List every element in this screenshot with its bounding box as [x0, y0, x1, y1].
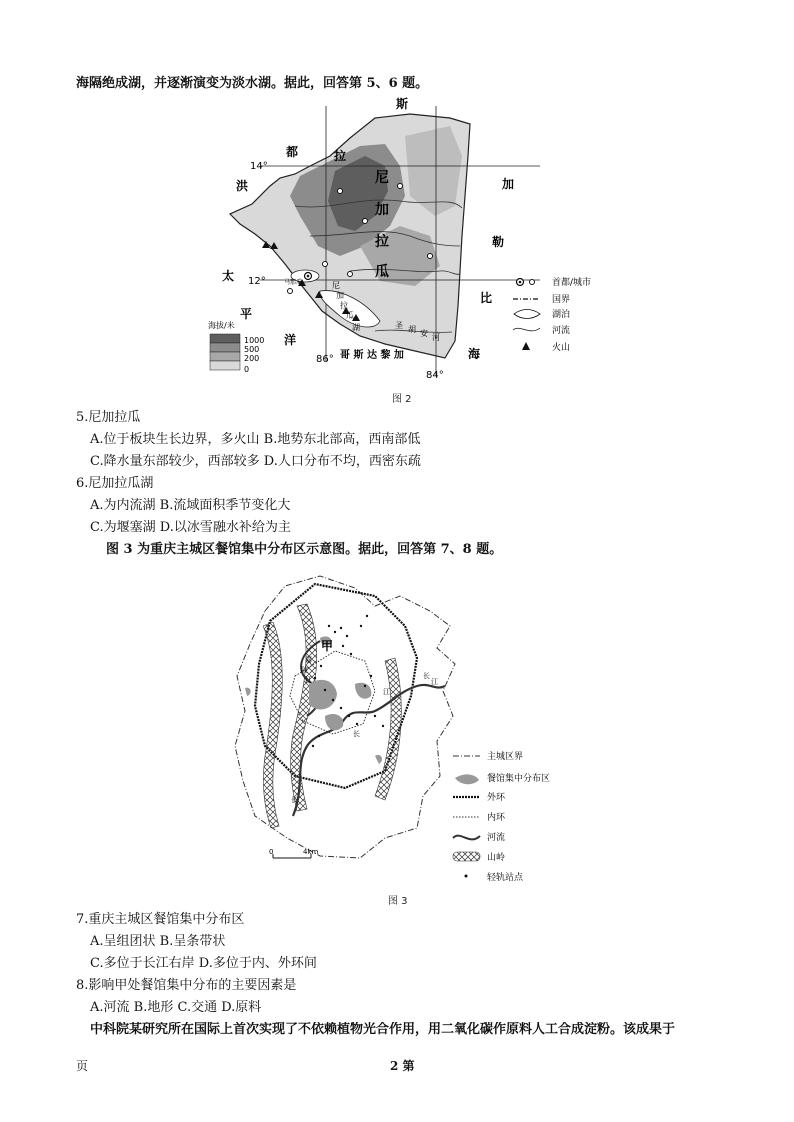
footer-left: 页: [76, 1059, 89, 1073]
svg-text:200: 200: [244, 354, 260, 363]
q6-stem: 6.尼加拉瓜湖: [76, 476, 154, 491]
figure-2-map: [200, 96, 600, 386]
figure-3-caption: 图 3: [388, 896, 408, 907]
q5-options-ab: A.位于板块生长边界，多火山 B.地势东北部高，西南部低: [90, 432, 421, 447]
svg-text:国界: 国界: [552, 295, 571, 305]
figure-3-intro: 图 3 为重庆主城区餐馆集中分布区示意图。据此，回答第 7、8 题。: [106, 542, 503, 557]
svg-text:瓜: 瓜: [346, 311, 354, 320]
svg-text:尼: 尼: [375, 170, 389, 186]
svg-text:84°: 84°: [426, 370, 444, 381]
svg-text:首都/城市: 首都/城市: [552, 278, 592, 288]
intro-text: 海隔绝成湖，并逐渐演变为淡水湖。据此，回答第 5、6 题。: [76, 76, 429, 91]
svg-text:太: 太: [222, 269, 235, 283]
svg-text:长: 长: [353, 730, 360, 738]
svg-text:江: 江: [431, 678, 438, 686]
svg-text:尼: 尼: [332, 281, 340, 290]
jia-label: 甲: [321, 639, 334, 653]
q8-options: A.河流 B.地形 C.交通 D.原料: [90, 1000, 262, 1015]
q8-stem: 8.影响甲处餐馆集中分布的主要因素是: [76, 978, 297, 993]
svg-text:河流: 河流: [552, 326, 571, 336]
q6-options-ab: A.为内流湖 B.流域面积季节变化大: [90, 498, 291, 513]
svg-text:主城区界: 主城区界: [487, 752, 524, 762]
svg-text:江: 江: [383, 688, 390, 696]
figure-2-caption: 图 2: [392, 394, 412, 405]
svg-text:山岭: 山岭: [487, 853, 506, 863]
svg-text:圣: 圣: [395, 321, 403, 330]
svg-text:河流: 河流: [487, 833, 506, 843]
svg-text:海拔/米: 海拔/米: [208, 321, 235, 330]
figure-3-map: [225, 566, 595, 886]
svg-text:12°: 12°: [248, 276, 266, 287]
svg-text:500: 500: [244, 345, 260, 354]
svg-text:都: 都: [286, 145, 299, 159]
svg-text:长: 长: [423, 672, 430, 680]
svg-text:拉: 拉: [340, 301, 348, 310]
svg-text:嘉: 嘉: [305, 656, 312, 664]
svg-text:1000: 1000: [244, 336, 265, 345]
q7-stem: 7.重庆主城区餐馆集中分布区: [76, 912, 245, 927]
svg-text:河: 河: [432, 333, 440, 342]
svg-text:火山: 火山: [552, 343, 571, 353]
svg-text:加: 加: [375, 202, 389, 218]
svg-text:加: 加: [502, 177, 515, 191]
svg-text:洋: 洋: [284, 333, 297, 347]
svg-text:洪: 洪: [236, 179, 249, 193]
svg-text:陵: 陵: [301, 666, 308, 674]
svg-text:安: 安: [420, 329, 428, 338]
svg-text:海: 海: [468, 347, 481, 361]
svg-text:加: 加: [336, 291, 344, 300]
svg-text:江: 江: [305, 676, 312, 684]
svg-text:马那瓜: 马那瓜: [284, 279, 303, 286]
ridge-west: [263, 622, 282, 828]
svg-text:勒: 勒: [492, 235, 505, 249]
svg-text:拉: 拉: [334, 149, 347, 163]
q5-stem: 5.尼加拉瓜: [76, 410, 141, 425]
q7-options-cd: C.多位于长江右岸 D.多位于内、外环间: [90, 956, 317, 971]
q5-options-cd: C.降水量东部较少，西部较多 D.人口分布不均，西密东疏: [90, 454, 421, 469]
svg-text:比: 比: [480, 291, 493, 305]
svg-text:外环: 外环: [487, 793, 506, 803]
svg-text:14°: 14°: [250, 161, 268, 172]
svg-text:0: 0: [269, 848, 274, 856]
svg-text:轻轨站点: 轻轨站点: [487, 873, 524, 883]
svg-text:长: 长: [291, 796, 298, 804]
q7-options-ab: A.呈组团状 B.呈条带状: [90, 934, 226, 949]
svg-text:瓜: 瓜: [375, 264, 389, 280]
svg-text:4km: 4km: [303, 848, 319, 856]
svg-text:斯: 斯: [396, 97, 409, 111]
svg-text:湖: 湖: [352, 323, 360, 332]
svg-text:拉: 拉: [375, 234, 389, 250]
svg-text:湖泊: 湖泊: [552, 310, 571, 320]
svg-text:内环: 内环: [487, 813, 506, 823]
svg-text:0: 0: [244, 365, 250, 374]
ridge-east: [375, 658, 401, 800]
closing-text: 中科院某研究所在国际上首次实现了不依赖植物光合作用，用二氧化碳作原料人工合成淀粉。该成果于: [90, 1022, 676, 1037]
svg-text:哥 斯 达 黎 加: 哥 斯 达 黎 加: [340, 350, 404, 361]
svg-text:平: 平: [240, 307, 253, 321]
svg-text:86°: 86°: [316, 354, 334, 365]
svg-text:餐馆集中分布区: 餐馆集中分布区: [487, 774, 551, 784]
svg-text:胡: 胡: [408, 325, 416, 334]
q6-options-cd: C.为堰塞湖 D.以冰雪融水补给为主: [90, 520, 291, 535]
page-number: 2 第: [390, 1059, 415, 1073]
